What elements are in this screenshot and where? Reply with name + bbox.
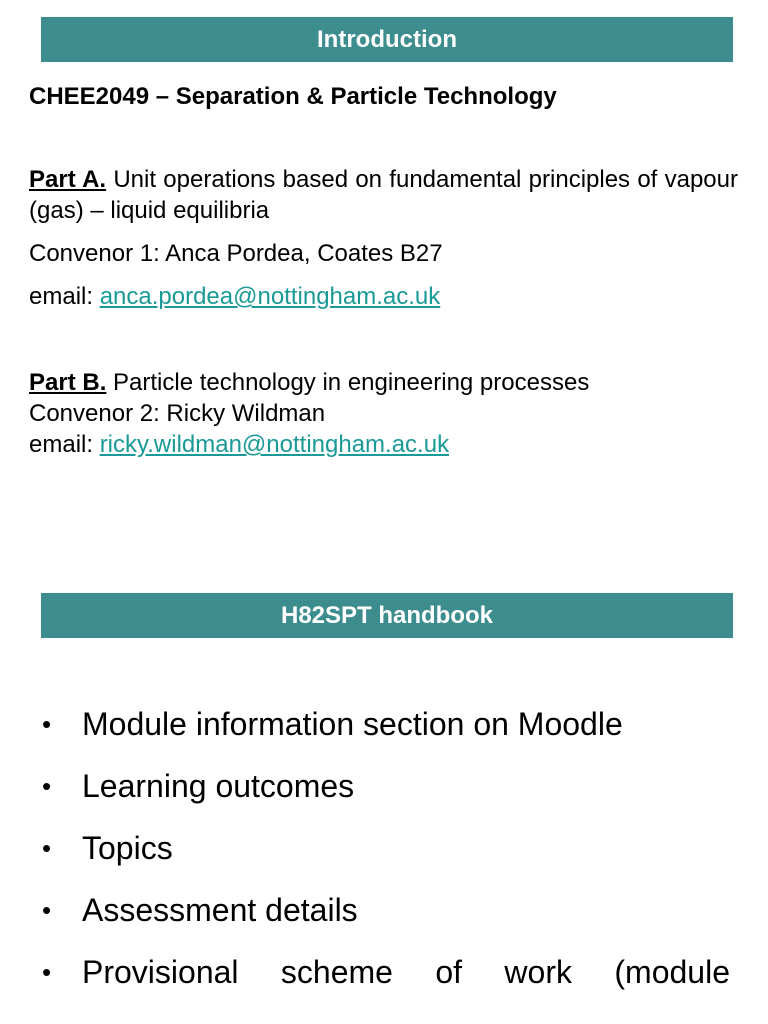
bullet-icon: •	[42, 709, 52, 739]
part-a-description	[29, 164, 738, 226]
bullet-item-moodle	[0, 693, 730, 755]
part-a-label: Part A.	[29, 166, 107, 193]
email-1-line	[29, 281, 440, 312]
handbook-bullet-list	[0, 693, 768, 1003]
email-link-wildman[interactable]: ricky.wildman@nottingham.ac.uk	[99, 431, 450, 458]
handbook-heading: H82SPT handbook	[280, 601, 494, 629]
bullet-text: Assessment details	[82, 892, 358, 928]
part-b-block	[29, 367, 589, 460]
email-1-prefix: email:	[29, 283, 100, 310]
bullet-item-assessment	[0, 879, 730, 941]
bullet-icon: •	[42, 957, 52, 987]
bullet-item-scheme-of-work	[0, 941, 730, 1003]
bullet-text: Provisional scheme of work (module	[82, 954, 730, 990]
introduction-heading: Introduction	[317, 25, 457, 53]
email-2-line	[29, 429, 589, 460]
bullet-text: Module information section on Moodle	[82, 706, 623, 742]
bullet-text: Topics	[82, 830, 173, 866]
bullet-icon: •	[42, 833, 52, 863]
introduction-banner	[41, 17, 733, 62]
part-b-text: Particle technology in engineering processes	[106, 369, 590, 396]
bullet-icon: •	[42, 771, 52, 801]
part-a-text: Unit operations based on fundamental principles of vapour (gas) – liquid equilibria	[29, 166, 738, 224]
convenor-2: Convenor 2: Ricky Wildman	[29, 400, 326, 427]
bullet-item-learning-outcomes	[0, 755, 730, 817]
bullet-icon: •	[42, 895, 52, 925]
convenor-1: Convenor 1: Anca Pordea, Coates B27	[29, 240, 443, 267]
email-link-pordea[interactable]: anca.pordea@nottingham.ac.uk	[99, 283, 441, 310]
bullet-text: Learning outcomes	[82, 768, 355, 804]
course-title: CHEE2049 – Separation & Particle Technology	[29, 83, 557, 110]
bullet-item-topics	[0, 817, 730, 879]
email-2-prefix: email:	[29, 431, 100, 458]
part-b-label: Part B.	[29, 369, 107, 396]
handbook-banner	[41, 593, 733, 638]
part-b-description	[29, 367, 589, 398]
